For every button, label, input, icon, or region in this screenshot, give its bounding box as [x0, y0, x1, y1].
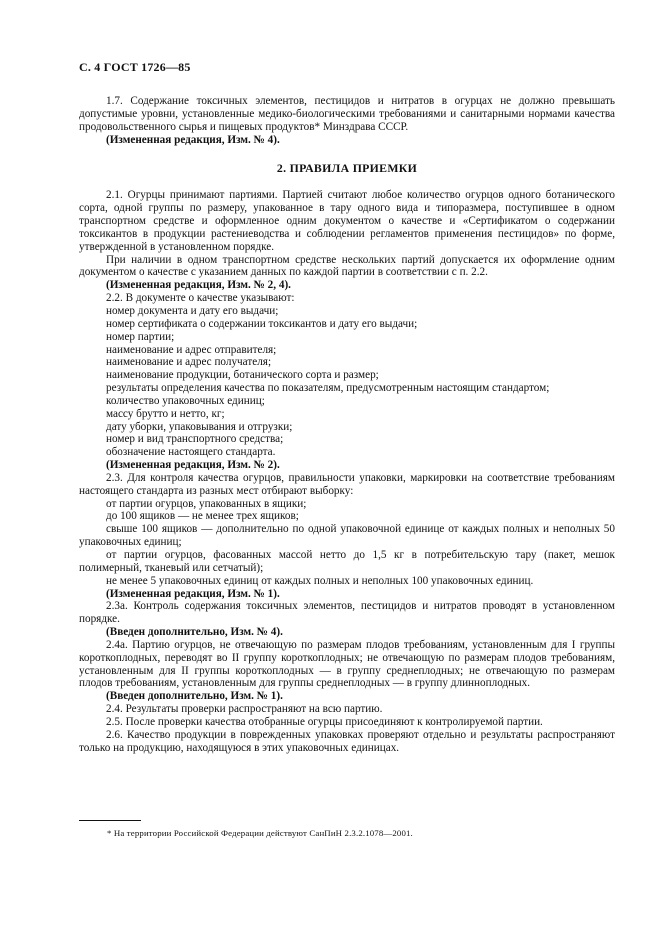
amendment-note: (Измененная редакция, Изм. № 2). [106, 459, 280, 472]
list-item: наименование и адрес получателя; [106, 356, 272, 369]
list-item: результаты определения качества по показателям, предусмотренным настоящим стандартом; [106, 382, 550, 395]
list-item: массу брутто и нетто, кг; [106, 407, 225, 420]
clause-2-5: 2.5. После проверки качества отобранные огурцы присоединяют к контролируемой партии. [106, 715, 543, 728]
amendment-note: (Измененная редакция, Изм. № 2, 4). [106, 279, 291, 292]
clause-2-3-line: свыше 100 ящиков — дополнительно по одной упаковочной единице от каждых полных и неполных 50 упаковочных единиц; [79, 523, 615, 549]
clause-2-3: 2.3. Для контроля качества огурцов, правильности упаковки, маркировки на соответствие требованиям настоящего стандарта из разных мест отбирают выборку: [79, 471, 615, 497]
amendment-note: (Введен дополнительно, Изм. № 1). [106, 690, 283, 703]
list-item: обозначение настоящего стандарта. [106, 446, 276, 459]
clause-2-3-line: от партии огурцов, фасованных массой нетто до 1,5 кг в потребительскую тару (пакет, мешок полимерный, тканевый или сетчатый); [79, 549, 615, 574]
clause-2-3-line: от партии огурцов, упакованных в ящики; [106, 497, 307, 510]
clause-2-3a: 2.3а. Контроль содержания токсичных элементов, пестицидов и нитратов проводят в установленном порядке. [79, 600, 615, 626]
clause-2-2-list [79, 305, 615, 459]
amendment-note: (Измененная редакция, Изм. № 4). [106, 133, 280, 146]
list-item: номер партии; [106, 330, 175, 343]
document-body [79, 95, 615, 755]
clause-1-7: 1.7. Содержание токсичных элементов, пестицидов и нитратов в огурцах не должно превышать допустимые уровни, установленные медико-биологическими требованиями и санитарными нормами качества продовольственного сырья и пищевых продуктов* Минздрава СССР. [79, 95, 615, 133]
list-item: номер документа и дату его выдачи; [106, 304, 279, 317]
clause-2-2: 2.2. В документе о качестве указывают: [106, 292, 295, 305]
clause-2-4a: 2.4а. Партию огурцов, не отвечающую по размерам плодов требованиям, установленным для I группы короткоплодных, переводят во II группу короткоплодных; не отвечающую по размерам плодов требованиям, установленным для II группы короткоплодных — в группу среднеплодных; не отвечающую по размерам плодов требованиям, установленным для группы среднеплодных — в группу длинноплодных. [79, 638, 615, 690]
clause-2-1-continued: При наличии в одном транспортном средстве нескольких партий допускается их оформление одним документом о качестве с указанием данных по каждой партии в соответствии с п. 2.2. [79, 253, 615, 279]
clause-2-6: 2.6. Качество продукции в поврежденных упаковках проверяют отдельно и результаты распространяют только на продукцию, находящуюся в этих упаковочных единицах. [79, 728, 615, 754]
section-title: 2. ПРАВИЛА ПРИЕМКИ [276, 161, 418, 176]
list-item: наименование и адрес отправителя; [106, 343, 277, 356]
clause-2-1: 2.1. Огурцы принимают партиями. Партией считают любое количество огурцов одного ботанического сорта, одной группы по размеру, упакованное в тару одного вида и типоразмера, поступившее в одном транспортном средстве и оформленное одним документом о качестве и «Сертификатом о содержании токсикантов в продукции растениеводства и соблюдении регламентов применения пестицидов» по форме, утвержденной в установленном порядке. [79, 189, 615, 253]
clause-2-3-line: до 100 ящиков — не менее трех ящиков; [106, 510, 299, 523]
list-item: количество упаковочных единиц; [106, 394, 265, 407]
amendment-note: (Введен дополнительно, Изм. № 4). [106, 626, 283, 639]
amendment-note: (Измененная редакция, Изм. № 1). [106, 587, 280, 600]
footnote-divider [79, 820, 141, 821]
footnote: * На территории Российской Федерации действуют СанПиН 2.3.2.1078—2001. [107, 828, 413, 838]
page-header: С. 4 ГОСТ 1726—85 [79, 60, 191, 74]
list-item: наименование продукции, ботанического сорта и размер; [106, 369, 379, 382]
list-item: номер и вид транспортного средства; [106, 433, 284, 446]
clause-2-4: 2.4. Результаты проверки распространяют на всю партию. [106, 703, 383, 716]
clause-2-3-line: не менее 5 упаковочных единиц от каждых полных и неполных 100 упаковочных единиц. [106, 574, 534, 587]
list-item: номер сертификата о содержании токсикантов и дату его выдачи; [106, 317, 418, 330]
list-item: дату уборки, упаковывания и отгрузки; [106, 420, 293, 433]
